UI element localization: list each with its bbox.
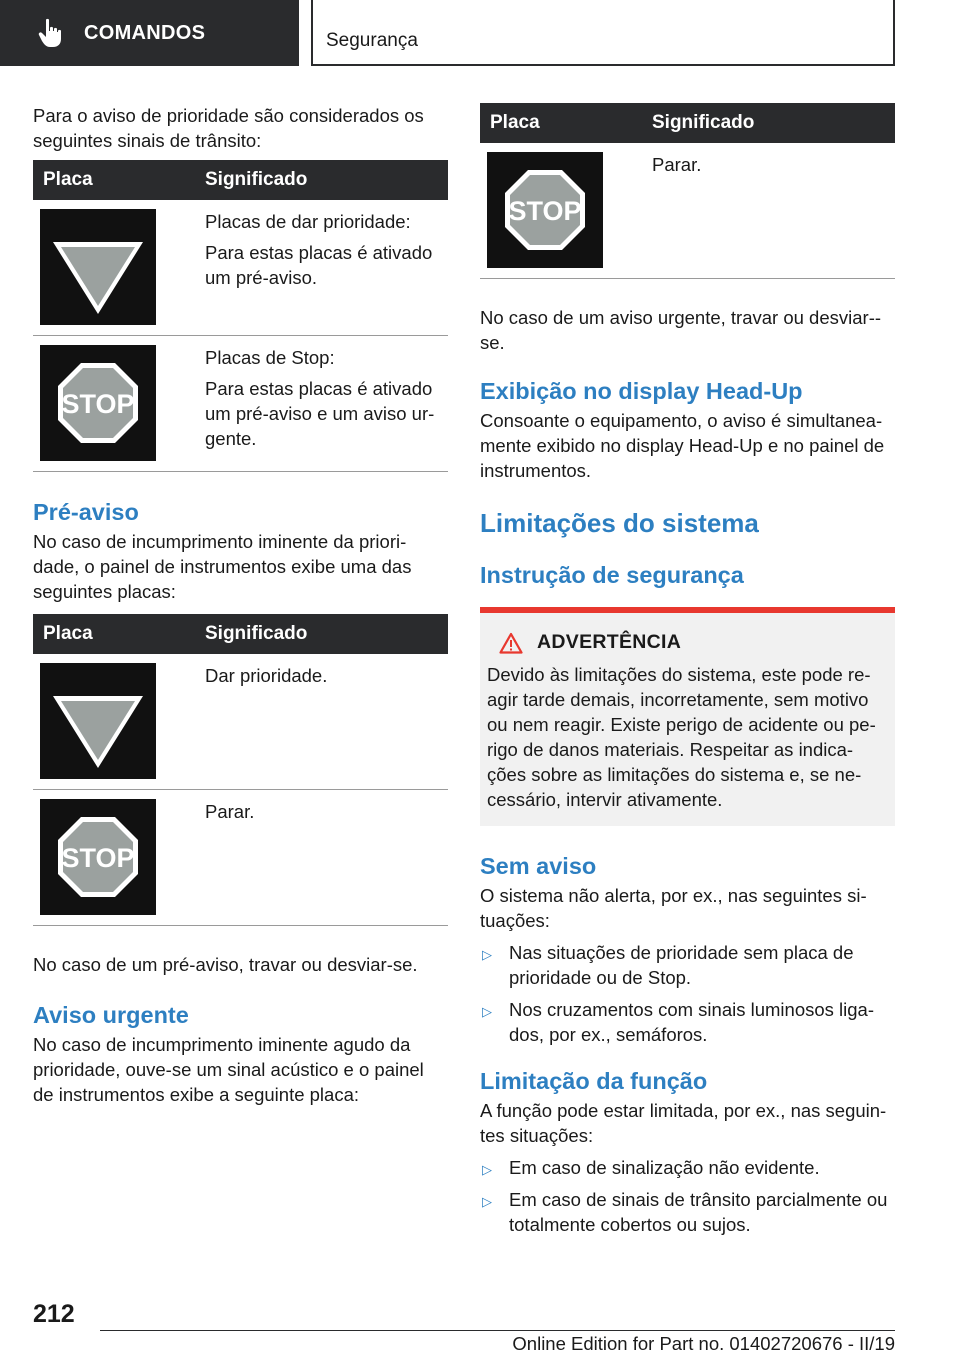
table-cell-text: Placas de dar prioridade: [205,211,411,232]
table-row [480,143,895,279]
table-header-meaning: Significado [205,623,308,644]
warning-text: Devido às limitações do sistema, este pode re-agir tarde demais, incorretamente, sem motivo ou nem reagir. Existe perigo de acidente ou pe-rigo de danos materiais. Respeitar as indica-ções sobre as limitações do sistema e, se ne-cessário, intervir ativamente. [487,664,876,810]
bullet-triangle-icon: ▷ [482,1162,492,1177]
header-chapter-tab [311,0,895,66]
table-cell-text: Placas de Stop: [205,347,335,368]
stop-glyph: STOP [61,843,135,873]
yield-sign-icon [40,663,156,779]
signs-table [33,160,448,472]
table-cell-text: Para estas placas é ativado um pré-aviso. [205,242,433,288]
list-item: ▷ Nos cruzamentos com sinais luminosos liga-dos, por ex., semáforos. [482,999,874,1045]
table-header-meaning: Significado [652,112,755,133]
preaviso-heading: Pré-aviso [33,499,139,525]
footer-divider [100,1330,895,1331]
table-row [33,200,448,336]
urgente-paragraph: No caso de incumprimento iminente agudo da prioridade, ouve-se um sinal acústico e o painel de instrumentos exibe a seguinte placa: [33,1034,424,1105]
warning-triangle-icon [499,632,523,654]
table-header-meaning: Significado [205,169,308,190]
list-item: ▷ Nas situações de prioridade sem placa de prioridade ou de Stop. [482,942,854,988]
noaviso-heading: Sem aviso [480,853,597,879]
page-number: 212 [33,1300,75,1328]
table-header [480,103,895,143]
preaviso-action: No caso de um pré-aviso, travar ou desviar-se. [33,954,418,975]
bullet-triangle-icon: ▷ [482,1004,492,1019]
stop-glyph: STOP [508,196,582,226]
hand-pointer-icon [38,18,64,48]
urgente-heading: Aviso urgente [33,1002,189,1028]
funclimit-heading: Limitação da função [480,1068,708,1094]
stop-sign-icon [487,152,603,268]
footer-edition: Online Edition for Part no. 01402720676 - II/19 [512,1333,895,1354]
warning-title: ADVERTÊNCIA [537,631,682,653]
table-header-sign: Placa [43,169,93,190]
bullet-triangle-icon: ▷ [482,947,492,962]
urgente-action: No caso de um aviso urgente, travar ou desviar--se. [480,307,882,353]
table-cell-text: Dar prioridade. [205,665,328,686]
right-column [480,103,895,1244]
table-row [33,336,448,472]
stop-sign-icon [40,345,156,461]
hud-heading: Exibição no display Head-Up [480,378,803,404]
header-chapter-label: Segurança [326,30,418,51]
signs-table [480,103,895,279]
stop-sign-icon [40,799,156,915]
left-column [33,103,448,1107]
table-row [33,654,448,790]
header-section-tab [0,0,299,66]
preaviso-paragraph: No caso de incumprimento iminente da priori-dade, o painel de instrumentos exibe uma das seguintes placas: [33,531,412,602]
bullet-triangle-icon: ▷ [482,1194,492,1209]
safety-heading: Instrução de segurança [480,562,744,588]
noaviso-list [480,940,895,1047]
table-header [33,614,448,654]
table-cell-text: Parar. [205,801,255,822]
table-row [33,790,448,926]
stop-glyph: STOP [61,389,135,419]
table-header-sign: Placa [490,112,540,133]
funclimit-list [480,1155,895,1237]
table-header-sign: Placa [43,623,93,644]
warning-box [480,607,895,826]
list-item: ▷ Em caso de sinais de trânsito parcialmente ou totalmente cobertos ou sujos. [482,1189,888,1235]
limits-heading: Limitações do sistema [480,508,759,538]
header-section-label: COMANDOS [84,21,206,44]
noaviso-paragraph: O sistema não alerta, por ex., nas seguintes si-tuações: [480,885,867,931]
table-cell-text: Para estas placas é ativado um pré-aviso e um aviso ur-gente. [205,378,435,449]
intro-paragraph: Para o aviso de prioridade são considerados os seguintes sinais de trânsito: [33,105,424,151]
table-cell-text: Parar. [652,154,702,175]
table-header [33,160,448,200]
yield-sign-icon [40,209,156,325]
hud-paragraph: Consoante o equipamento, o aviso é simultanea-mente exibido no display Head-Up e no painel de instrumentos. [480,410,885,481]
signs-table [33,614,448,926]
list-item: ▷ Em caso de sinalização não evidente. [480,1155,895,1180]
funclimit-paragraph: A função pode estar limitada, por ex., nas seguin-tes situações: [480,1100,887,1146]
